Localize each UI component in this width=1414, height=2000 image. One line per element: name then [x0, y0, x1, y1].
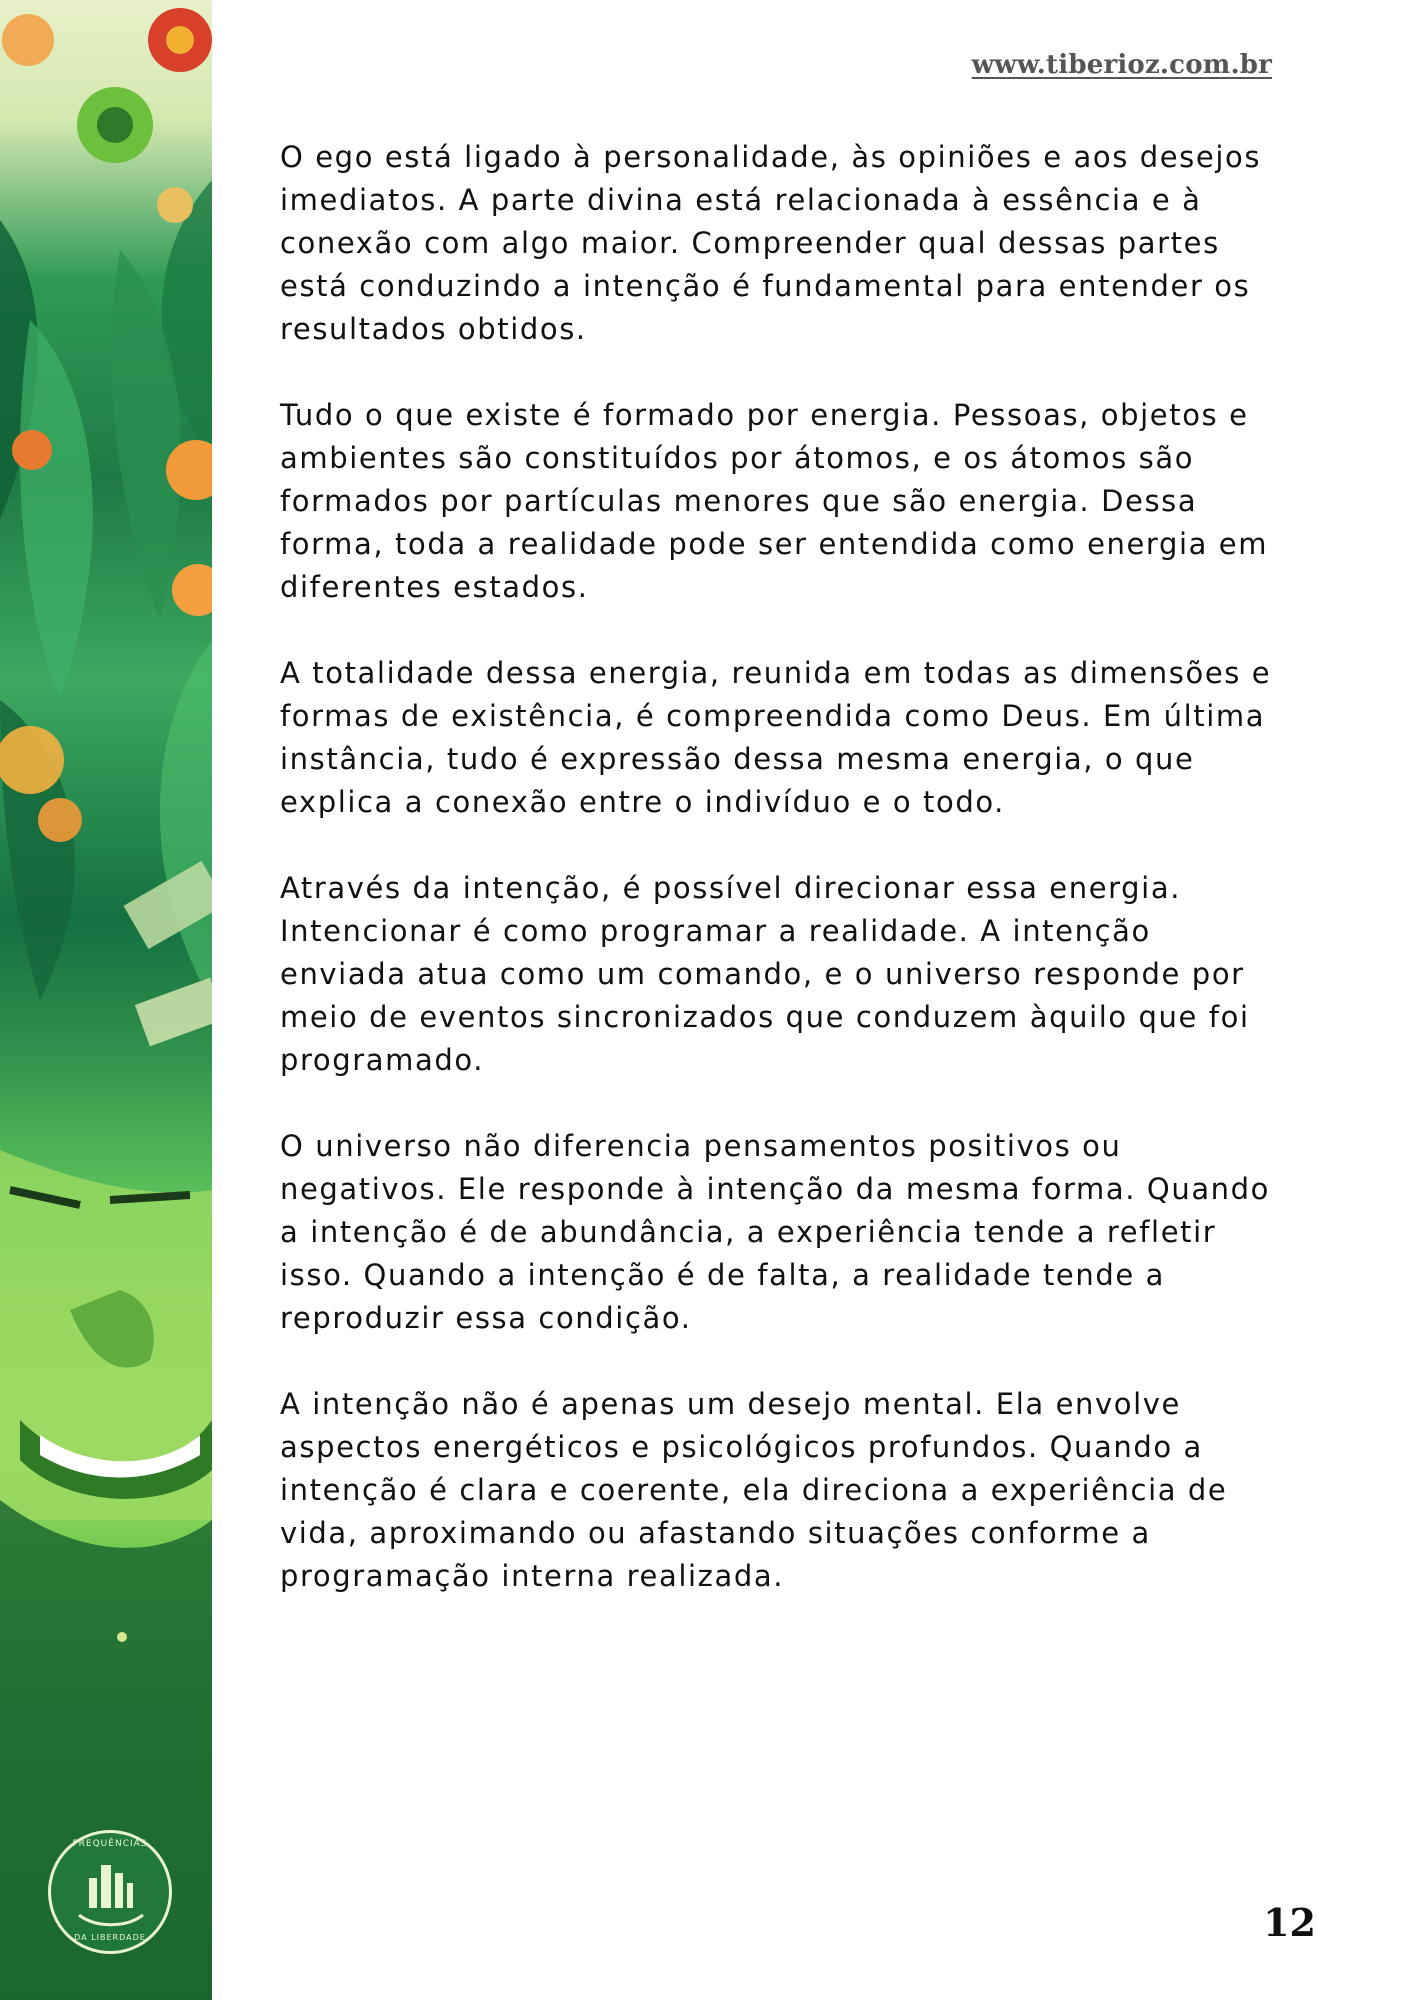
page-number: 12	[1263, 1900, 1316, 1945]
paragraph: O ego está ligado à personalidade, às opiniões e aos desejos imediatos. A parte divina está relacionada à essência e à conexão com algo maior. Compreender qual dessas partes está conduzindo a intenção é fundamental para entender os resultados obtidos.	[280, 140, 1262, 346]
paragraph: A intenção não é apenas um desejo mental. Ela envolve aspectos energéticos e psicológicos profundos. Quando a intenção é clara e coerente, ela direciona a experiência de vida, aproximando ou afastando situações conforme a programação interna realizada.	[280, 1387, 1228, 1593]
logo-text-bottom: DA LIBERDADE	[74, 1933, 146, 1942]
paragraph: Tudo o que existe é formado por energia. Pessoas, objetos e ambientes são constituídos por átomos, e os átomos são formados por partículas menores que são energia. Dessa forma, toda a realidade pode ser entendida como energia em diferentes estados.	[280, 398, 1269, 604]
logo-text-top: FREQUÊNCIAS	[72, 1839, 148, 1849]
paragraph: O universo não diferencia pensamentos positivos ou negativos. Ele responde à intenção da mesma forma. Quando a intenção é de abundância, a experiência tende a refletir isso. Quando a intenção é de falta, a realidade tende a reproduzir essa condição.	[280, 1129, 1271, 1335]
paragraph: A totalidade dessa energia, reunida em todas as dimensões e formas de existência, é compreendida como Deus. Em última instância, tudo é expressão dessa mesma energia, o que explica a conexão entre o indivíduo e o todo.	[280, 656, 1272, 819]
illustration-artwork	[0, 0, 212, 2000]
paragraph: Através da intenção, é possível direcionar essa energia. Intencionar é como programar a realidade. A intenção enviada atua como um comando, e o universo responde por meio de eventos sincronizados que conduzem àquilo que foi programado.	[280, 871, 1250, 1077]
logo-badge	[48, 1830, 172, 1954]
decorative-side-illustration	[0, 0, 212, 2000]
body-text	[280, 136, 1280, 1641]
header-website-link[interactable]: www.tiberioz.com.br	[971, 50, 1272, 80]
